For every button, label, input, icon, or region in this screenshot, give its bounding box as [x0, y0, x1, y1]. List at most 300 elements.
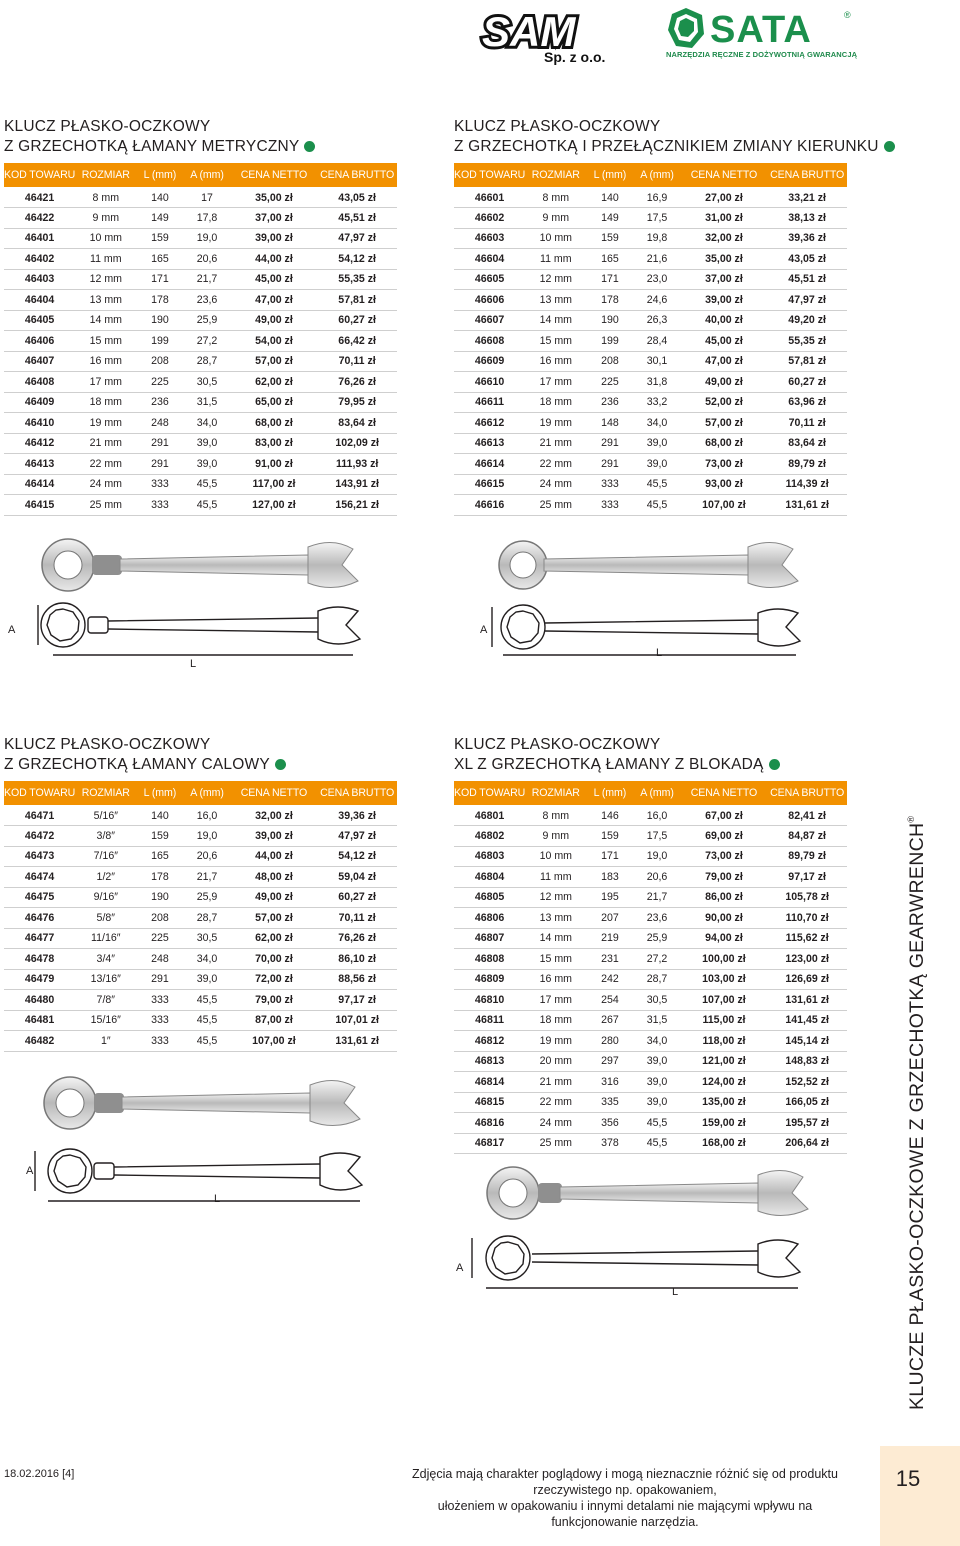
- table-cell: 46801: [454, 805, 525, 826]
- table-cell: 16,9: [633, 187, 680, 208]
- table-cell: 47,97 zł: [767, 290, 847, 311]
- price-table: [454, 781, 847, 1154]
- table-cell: 91,00 zł: [231, 454, 318, 475]
- table-cell: 131,61 zł: [317, 1031, 397, 1052]
- table-cell: 24 mm: [525, 1113, 586, 1134]
- table-cell: 82,41 zł: [767, 805, 847, 826]
- table-cell: 17 mm: [525, 990, 586, 1011]
- table-cell: 1/2″: [75, 867, 136, 888]
- table-cell: 46803: [454, 846, 525, 867]
- table-cell: 28,7: [183, 908, 230, 929]
- table-header-row: [4, 781, 397, 805]
- table-cell: 333: [136, 1031, 183, 1052]
- table-row: [454, 495, 847, 516]
- table-cell: 14 mm: [75, 310, 136, 331]
- table-cell: 46602: [454, 208, 525, 229]
- table-cell: 178: [136, 290, 183, 311]
- table-cell: 105,78 zł: [767, 887, 847, 908]
- table-cell: 15 mm: [75, 331, 136, 352]
- column-header: L (mm): [136, 781, 183, 805]
- table-cell: 17 mm: [75, 372, 136, 393]
- dimension-a-label: A: [8, 624, 16, 636]
- table-row: [4, 351, 397, 372]
- table-cell: 25 mm: [525, 1133, 586, 1154]
- column-header: KOD TOWARU: [454, 163, 525, 187]
- column-header: A (mm): [633, 781, 680, 805]
- table-row: [4, 908, 397, 929]
- table-cell: 178: [136, 867, 183, 888]
- table-cell: 190: [136, 310, 183, 331]
- table-cell: 19,0: [183, 826, 230, 847]
- table-cell: 19,0: [633, 846, 680, 867]
- table-cell: 69,00 zł: [681, 826, 768, 847]
- table-cell: 159: [136, 826, 183, 847]
- table-row: [4, 331, 397, 352]
- table-cell: 83,64 zł: [317, 413, 397, 434]
- table-cell: 46813: [454, 1051, 525, 1072]
- table-cell: 18 mm: [525, 392, 586, 413]
- table-cell: 46404: [4, 290, 75, 311]
- table-cell: 21 mm: [525, 433, 586, 454]
- table-cell: 49,00 zł: [231, 310, 318, 331]
- table-cell: 168,00 zł: [681, 1133, 768, 1154]
- table-cell: 16 mm: [75, 351, 136, 372]
- table-cell: 254: [586, 990, 633, 1011]
- dimension-l-label: L: [214, 1193, 221, 1205]
- dimension-a-label: A: [456, 1262, 464, 1274]
- column-header: KOD TOWARU: [454, 781, 525, 805]
- table-cell: 333: [136, 990, 183, 1011]
- table-cell: 10 mm: [75, 228, 136, 249]
- wrench-illustration-reversible: [478, 525, 823, 675]
- table-cell: 10 mm: [525, 228, 586, 249]
- table-cell: 21,7: [183, 269, 230, 290]
- table-cell: 24,6: [633, 290, 680, 311]
- table-row: [454, 928, 847, 949]
- table-cell: 46807: [454, 928, 525, 949]
- table-row: [4, 826, 397, 847]
- table-cell: 140: [586, 187, 633, 208]
- table-cell: 9 mm: [75, 208, 136, 229]
- table-row: [4, 413, 397, 434]
- table-cell: 46610: [454, 372, 525, 393]
- section-xl-locking-ratcheting: [454, 735, 847, 1154]
- footer-date: 18.02.2016 [4]: [4, 1468, 75, 1480]
- green-dot-icon: [769, 759, 780, 770]
- table-cell: 110,70 zł: [767, 908, 847, 929]
- table-row: [454, 1031, 847, 1052]
- table-cell: 30,5: [183, 928, 230, 949]
- table-cell: 46814: [454, 1072, 525, 1093]
- table-row: [454, 908, 847, 929]
- table-cell: 114,39 zł: [767, 474, 847, 495]
- table-row: [4, 495, 397, 516]
- column-header: ROZMIAR: [75, 163, 136, 187]
- dimension-a-label: A: [480, 624, 488, 636]
- table-cell: 39,36 zł: [767, 228, 847, 249]
- table-cell: 57,00 zł: [681, 413, 768, 434]
- table-cell: 15/16″: [75, 1010, 136, 1031]
- table-cell: 46413: [4, 454, 75, 475]
- table-cell: 76,26 zł: [317, 372, 397, 393]
- column-header: CENA NETTO: [231, 781, 318, 805]
- table-cell: 30,5: [633, 990, 680, 1011]
- column-header: CENA NETTO: [231, 163, 318, 187]
- table-cell: 45,5: [183, 1031, 230, 1052]
- table-cell: 39,00 zł: [231, 228, 318, 249]
- table-row: [4, 187, 397, 208]
- table-cell: 131,61 zł: [767, 990, 847, 1011]
- table-cell: 45,5: [183, 990, 230, 1011]
- table-header-row: [4, 163, 397, 187]
- column-header: L (mm): [586, 163, 633, 187]
- table-cell: 199: [136, 331, 183, 352]
- table-row: [4, 310, 397, 331]
- table-row: [4, 805, 397, 826]
- table-cell: 208: [136, 351, 183, 372]
- table-cell: 46606: [454, 290, 525, 311]
- wrench-illustration-inch: [30, 1063, 390, 1213]
- footer-disclaimer-line2: ułożeniem w opakowaniu i innymi detalami nie mającymi wpływu na funkcjonowanie narzędzia.: [437, 1499, 813, 1529]
- table-row: [454, 351, 847, 372]
- column-header: L (mm): [136, 163, 183, 187]
- column-header: ROZMIAR: [525, 781, 586, 805]
- table-cell: 356: [586, 1113, 633, 1134]
- table-row: [454, 249, 847, 270]
- table-cell: 54,00 zł: [231, 331, 318, 352]
- table-cell: 97,17 zł: [317, 990, 397, 1011]
- table-cell: 33,2: [633, 392, 680, 413]
- table-cell: 46405: [4, 310, 75, 331]
- table-cell: 123,00 zł: [767, 949, 847, 970]
- table-row: [454, 372, 847, 393]
- table-cell: 16 mm: [525, 969, 586, 990]
- table-row: [454, 805, 847, 826]
- table-cell: 13 mm: [525, 908, 586, 929]
- table-cell: 30,5: [183, 372, 230, 393]
- table-cell: 378: [586, 1133, 633, 1154]
- table-cell: 8 mm: [75, 187, 136, 208]
- table-cell: 20,6: [183, 846, 230, 867]
- column-header: A (mm): [183, 781, 230, 805]
- table-cell: 5/8″: [75, 908, 136, 929]
- table-cell: 14 mm: [525, 928, 586, 949]
- table-cell: 45,5: [183, 474, 230, 495]
- wrench-photo: [44, 1077, 360, 1129]
- table-cell: 34,0: [633, 1031, 680, 1052]
- table-row: [454, 1133, 847, 1154]
- table-cell: 57,81 zł: [767, 351, 847, 372]
- table-row: [454, 1113, 847, 1134]
- table-cell: 39,00 zł: [681, 290, 768, 311]
- dimension-l-label: L: [656, 647, 663, 659]
- table-cell: 46408: [4, 372, 75, 393]
- table-cell: 156,21 zł: [317, 495, 397, 516]
- section-title-line2: Z GRZECHOTKĄ ŁAMANY CALOWY: [4, 755, 397, 775]
- table-cell: 17,5: [633, 208, 680, 229]
- table-cell: 21,6: [633, 249, 680, 270]
- table-cell: 45,51 zł: [767, 269, 847, 290]
- table-row: [454, 846, 847, 867]
- table-cell: 236: [136, 392, 183, 413]
- table-row: [4, 454, 397, 475]
- table-cell: 19,0: [183, 228, 230, 249]
- table-row: [4, 887, 397, 908]
- table-cell: 34,0: [183, 949, 230, 970]
- table-cell: 17,8: [183, 208, 230, 229]
- table-cell: 103,00 zł: [681, 969, 768, 990]
- table-cell: 27,00 zł: [681, 187, 768, 208]
- table-cell: 46812: [454, 1031, 525, 1052]
- table-cell: 70,00 zł: [231, 949, 318, 970]
- table-cell: 316: [586, 1072, 633, 1093]
- table-row: [4, 269, 397, 290]
- table-cell: 11 mm: [75, 249, 136, 270]
- table-cell: 88,56 zł: [317, 969, 397, 990]
- table-cell: 46609: [454, 351, 525, 372]
- table-cell: 333: [586, 474, 633, 495]
- table-row: [454, 208, 847, 229]
- table-cell: 39,0: [183, 969, 230, 990]
- column-header: A (mm): [183, 163, 230, 187]
- table-row: [454, 990, 847, 1011]
- section-title-line1: KLUCZ PŁASKO-OCZKOWY: [454, 118, 661, 135]
- table-cell: 39,0: [633, 454, 680, 475]
- table-cell: 89,79 zł: [767, 454, 847, 475]
- table-cell: 46804: [454, 867, 525, 888]
- table-cell: 39,00 zł: [231, 826, 318, 847]
- table-cell: 79,00 zł: [231, 990, 318, 1011]
- wrench-photo: [487, 1167, 808, 1219]
- table-row: [454, 413, 847, 434]
- dimension-l-label: L: [190, 658, 197, 670]
- table-row: [454, 1010, 847, 1031]
- table-row: [4, 228, 397, 249]
- table-cell: 70,11 zł: [767, 413, 847, 434]
- table-cell: 46805: [454, 887, 525, 908]
- table-cell: 127,00 zł: [231, 495, 318, 516]
- table-cell: 9 mm: [525, 826, 586, 847]
- table-cell: 13 mm: [75, 290, 136, 311]
- table-cell: 49,00 zł: [681, 372, 768, 393]
- table-cell: 19,8: [633, 228, 680, 249]
- table-row: [454, 1072, 847, 1093]
- footer-disclaimer: [395, 1466, 855, 1530]
- table-cell: 87,00 zł: [231, 1010, 318, 1031]
- table-cell: 206,64 zł: [767, 1133, 847, 1154]
- table-row: [454, 331, 847, 352]
- table-cell: 65,00 zł: [231, 392, 318, 413]
- table-cell: 49,20 zł: [767, 310, 847, 331]
- table-header-row: [454, 163, 847, 187]
- dimension-a-label: A: [26, 1165, 34, 1177]
- table-cell: 97,17 zł: [767, 867, 847, 888]
- column-header: KOD TOWARU: [4, 781, 75, 805]
- table-cell: 19 mm: [75, 413, 136, 434]
- table-cell: 297: [586, 1051, 633, 1072]
- table-cell: 171: [136, 269, 183, 290]
- table-cell: 60,27 zł: [317, 887, 397, 908]
- table-cell: 20,6: [183, 249, 230, 270]
- table-cell: 145,14 zł: [767, 1031, 847, 1052]
- table-cell: 124,00 zł: [681, 1072, 768, 1093]
- table-cell: 102,09 zł: [317, 433, 397, 454]
- table-row: [454, 1051, 847, 1072]
- table-cell: 140: [136, 805, 183, 826]
- section-title-line1: KLUCZ PŁASKO-OCZKOWY: [4, 118, 211, 135]
- table-cell: 23,6: [633, 908, 680, 929]
- table-cell: 47,00 zł: [681, 351, 768, 372]
- table-cell: 84,87 zł: [767, 826, 847, 847]
- table-cell: 16,0: [183, 805, 230, 826]
- table-cell: 107,00 zł: [231, 1031, 318, 1052]
- sam-logo-sub: Sp. z o.o.: [544, 49, 606, 65]
- table-row: [4, 969, 397, 990]
- table-cell: 45,00 zł: [231, 269, 318, 290]
- table-cell: 89,79 zł: [767, 846, 847, 867]
- sam-logo: [478, 4, 612, 66]
- table-cell: 148,83 zł: [767, 1051, 847, 1072]
- table-cell: 46806: [454, 908, 525, 929]
- table-cell: 45,5: [183, 495, 230, 516]
- table-cell: 5/16″: [75, 805, 136, 826]
- table-cell: 22 mm: [75, 454, 136, 475]
- table-cell: 54,12 zł: [317, 249, 397, 270]
- table-cell: 46421: [4, 187, 75, 208]
- table-cell: 31,8: [633, 372, 680, 393]
- price-table: [4, 781, 397, 1052]
- table-cell: 31,5: [633, 1010, 680, 1031]
- price-table: [454, 163, 847, 516]
- table-row: [454, 826, 847, 847]
- table-cell: 46611: [454, 392, 525, 413]
- column-header: ROZMIAR: [525, 163, 586, 187]
- table-cell: 45,51 zł: [317, 208, 397, 229]
- table-cell: 16 mm: [525, 351, 586, 372]
- section-metric-ratcheting: [4, 117, 397, 516]
- table-row: [4, 249, 397, 270]
- wrench-illustration-xl: [468, 1158, 823, 1303]
- table-cell: 208: [586, 351, 633, 372]
- table-row: [4, 928, 397, 949]
- table-row: [454, 454, 847, 475]
- table-row: [454, 887, 847, 908]
- table-cell: 46608: [454, 331, 525, 352]
- table-cell: 13/16″: [75, 969, 136, 990]
- table-cell: 195: [586, 887, 633, 908]
- table-cell: 27,2: [633, 949, 680, 970]
- table-cell: 9 mm: [525, 208, 586, 229]
- table-cell: 57,00 zł: [231, 351, 318, 372]
- table-cell: 83,64 zł: [767, 433, 847, 454]
- column-header: ROZMIAR: [75, 781, 136, 805]
- table-cell: 25 mm: [525, 495, 586, 516]
- table-cell: 149: [136, 208, 183, 229]
- table-cell: 190: [586, 310, 633, 331]
- table-cell: 46473: [4, 846, 75, 867]
- table-cell: 40,00 zł: [681, 310, 768, 331]
- wrench-outline-drawing: [35, 1149, 362, 1201]
- table-cell: 68,00 zł: [231, 413, 318, 434]
- table-cell: 159,00 zł: [681, 1113, 768, 1134]
- sata-emblem-icon: [668, 8, 704, 48]
- table-cell: 291: [136, 433, 183, 454]
- table-cell: 21,7: [183, 867, 230, 888]
- table-cell: 52,00 zł: [681, 392, 768, 413]
- table-cell: 46810: [454, 990, 525, 1011]
- table-cell: 46613: [454, 433, 525, 454]
- table-cell: 46403: [4, 269, 75, 290]
- table-row: [454, 187, 847, 208]
- table-cell: 76,26 zł: [317, 928, 397, 949]
- table-cell: 46472: [4, 826, 75, 847]
- table-cell: 46607: [454, 310, 525, 331]
- table-cell: 46605: [454, 269, 525, 290]
- table-cell: 21 mm: [525, 1072, 586, 1093]
- sam-logo-text: SAM: [482, 8, 576, 55]
- page-number-box: [880, 1446, 960, 1546]
- table-cell: 45,00 zł: [681, 331, 768, 352]
- column-header: CENA NETTO: [681, 781, 768, 805]
- table-cell: 24 mm: [75, 474, 136, 495]
- table-cell: 46410: [4, 413, 75, 434]
- table-cell: 90,00 zł: [681, 908, 768, 929]
- table-cell: 107,01 zł: [317, 1010, 397, 1031]
- green-dot-icon: [275, 759, 286, 770]
- table-row: [454, 310, 847, 331]
- column-header: CENA BRUTTO: [767, 163, 847, 187]
- table-cell: 3/8″: [75, 826, 136, 847]
- column-header: CENA NETTO: [681, 163, 768, 187]
- table-cell: 18 mm: [75, 392, 136, 413]
- table-cell: 236: [586, 392, 633, 413]
- table-cell: 20 mm: [525, 1051, 586, 1072]
- table-cell: 248: [136, 413, 183, 434]
- table-cell: 46481: [4, 1010, 75, 1031]
- table-cell: 111,93 zł: [317, 454, 397, 475]
- table-cell: 46817: [454, 1133, 525, 1154]
- table-cell: 45,5: [633, 1133, 680, 1154]
- table-cell: 26,3: [633, 310, 680, 331]
- table-cell: 17 mm: [525, 372, 586, 393]
- section-title-line2: XL Z GRZECHOTKĄ ŁAMANY Z BLOKADĄ: [454, 755, 847, 775]
- wrench-photo: [499, 541, 798, 589]
- table-cell: 9/16″: [75, 887, 136, 908]
- wrench-illustration-metric: [8, 525, 398, 675]
- table-cell: 46476: [4, 908, 75, 929]
- table-cell: 248: [136, 949, 183, 970]
- section-title-line2: Z GRZECHOTKĄ I PRZEŁĄCZNIKIEM ZMIANY KIERUNKU: [454, 137, 847, 157]
- column-header: CENA BRUTTO: [317, 163, 397, 187]
- table-row: [454, 433, 847, 454]
- table-cell: 141,45 zł: [767, 1010, 847, 1031]
- table-cell: 11 mm: [525, 867, 586, 888]
- table-cell: 117,00 zł: [231, 474, 318, 495]
- table-cell: 18 mm: [525, 1010, 586, 1031]
- table-cell: 152,52 zł: [767, 1072, 847, 1093]
- table-cell: 335: [586, 1092, 633, 1113]
- table-cell: 46422: [4, 208, 75, 229]
- table-cell: 57,81 zł: [317, 290, 397, 311]
- table-row: [4, 867, 397, 888]
- table-cell: 46412: [4, 433, 75, 454]
- table-cell: 7/16″: [75, 846, 136, 867]
- table-cell: 12 mm: [525, 887, 586, 908]
- table-row: [454, 969, 847, 990]
- table-cell: 46616: [454, 495, 525, 516]
- green-dot-icon: [304, 141, 315, 152]
- wrench-outline-drawing: [38, 603, 360, 655]
